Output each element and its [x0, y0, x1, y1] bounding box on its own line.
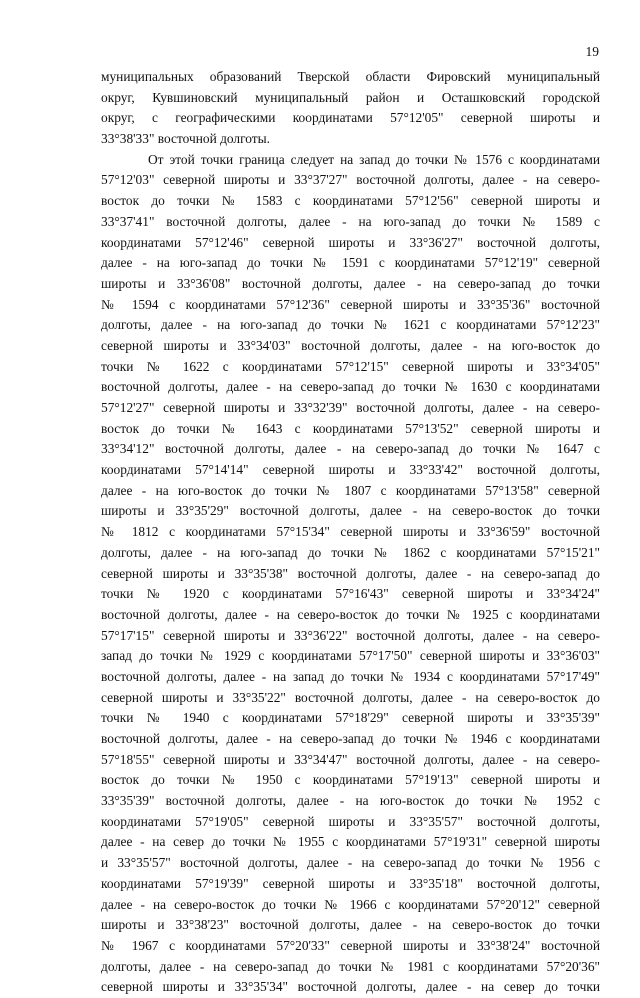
text-line: 57°17'15" северной широты и 33°36'22" восточной долготы, далее - на северо- [101, 627, 600, 643]
text-line: 57°12'27" северной широты и 33°32'39" восточной долготы, далее - на северо- [101, 400, 600, 415]
text-line: северной широты и 33°35'38" восточной долготы, далее - на северо-запад до [101, 565, 600, 581]
text-line: 57°12'03" северной широты и 33°37'27" восточной долготы, далее - на северо- [101, 172, 600, 188]
text-line: координатами 57°14'14" северной широты и 33°33'42" восточной долготы, [101, 462, 600, 478]
text-line: широты и 33°36'08" восточной долготы, далее - на северо-запад до точки [101, 275, 600, 291]
text-line: 57°18'55" северной широты и 33°34'47" восточной долготы, далее - на северо- [101, 751, 600, 767]
text-line: широты и 33°38'23" восточной долготы, далее - на северо-восток до точки [101, 917, 600, 933]
text-line: широты и 33°35'29" восточной долготы, далее - на северо-восток до точки [101, 503, 600, 519]
document-body [101, 67, 600, 998]
text-line: восток до точки № 1643 с координатами 57°13'52" северной широты и [101, 420, 600, 436]
paragraph-first-line: От этой точки граница следует на запад до точки № 1576 с координатами [148, 151, 600, 167]
text-line: координатами 57°12'46" северной широты и 33°36'27" восточной долготы, [101, 234, 600, 250]
text-line: 33°34'12" восточной долготы, далее - на северо-запад до точки № 1647 с [101, 441, 600, 457]
text-line: точки № 1940 с координатами 57°18'29" северной широты и 33°35'39" [101, 710, 600, 726]
text-line: северной широты и 33°34'03" восточной долготы, далее - на юго-восток до [101, 337, 600, 353]
text-line: северной широты и 33°35'22" восточной долготы, далее - на северо-восток до [101, 689, 600, 705]
text-line: восточной долготы, далее - на северо-восток до точки № 1925 с координатами [101, 606, 600, 622]
text-line: точки № 1920 с координатами 57°16'43" северной широты и 33°34'24" [101, 586, 600, 602]
text-line: восточной долготы, далее - на запад до точки № 1934 с координатами 57°17'49" [101, 668, 600, 684]
text-line: № 1967 с координатами 57°20'33" северной широты и 33°38'24" восточной [101, 937, 600, 953]
text-line: 33°37'41" восточной долготы, далее - на юго-запад до точки № 1589 с [101, 213, 600, 229]
text-line: восток до точки № 1950 с координатами 57°19'13" северной широты и [101, 772, 600, 788]
text-line: округ, с географическими координатами 57°12'05" северной широты и [101, 110, 600, 126]
text-line: запад до точки № 1929 с координатами 57°17'50" северной широты и 33°36'03" [101, 648, 600, 664]
text-line: долготы, далее - на северо-запад до точки № 1981 с координатами 57°20'36" [101, 958, 600, 974]
page-number: 19 [585, 44, 599, 59]
text-line: 33°38'33" восточной долготы. [101, 131, 270, 147]
text-line: далее - на юго-запад до точки № 1591 с координатами 57°12'19" северной [101, 255, 600, 271]
text-line: муниципальных образований Тверской области Фировский муниципальный [101, 69, 600, 84]
text-line: координатами 57°19'05" северной широты и 33°35'57" восточной долготы, [101, 813, 600, 829]
text-line: северной широты и 33°35'34" восточной долготы, далее - на север до точки [101, 979, 600, 995]
text-line: точки № 1622 с координатами 57°12'15" северной широты и 33°34'05" [101, 358, 600, 374]
text-line: восточной долготы, далее - на северо-запад до точки № 1946 с координатами [101, 731, 600, 746]
text-line: № 1594 с координатами 57°12'36" северной широты и 33°35'36" восточной [101, 296, 600, 312]
text-line: далее - на юго-восток до точки № 1807 с координатами 57°13'58" северной [101, 482, 600, 498]
text-line: восток до точки № 1583 с координатами 57°12'56" северной широты и [101, 193, 600, 209]
text-line: далее - на север до точки № 1955 с координатами 57°19'31" северной широты [101, 834, 600, 850]
text-line: округ, Кувшиновский муниципальный район и Осташковский городской [101, 89, 600, 105]
text-line: восточной долготы, далее - на северо-запад до точки № 1630 с координатами [101, 379, 600, 395]
text-line: далее - на северо-восток до точки № 1966 с координатами 57°20'12" северной [101, 896, 600, 912]
text-line: 33°35'39" восточной долготы, далее - на юго-восток до точки № 1952 с [101, 793, 600, 809]
text-line: долготы, далее - на юго-запад до точки № 1862 с координатами 57°15'21" [101, 544, 600, 560]
text-line: координатами 57°19'39" северной широты и 33°35'18" восточной долготы, [101, 875, 600, 891]
text-line: долготы, далее - на юго-запад до точки № 1621 с координатами 57°12'23" [101, 317, 600, 333]
text-line: № 1812 с координатами 57°15'34" северной широты и 33°36'59" восточной [101, 524, 600, 540]
text-line: и 33°35'57" восточной долготы, далее - на северо-запад до точки № 1956 с [101, 855, 600, 871]
